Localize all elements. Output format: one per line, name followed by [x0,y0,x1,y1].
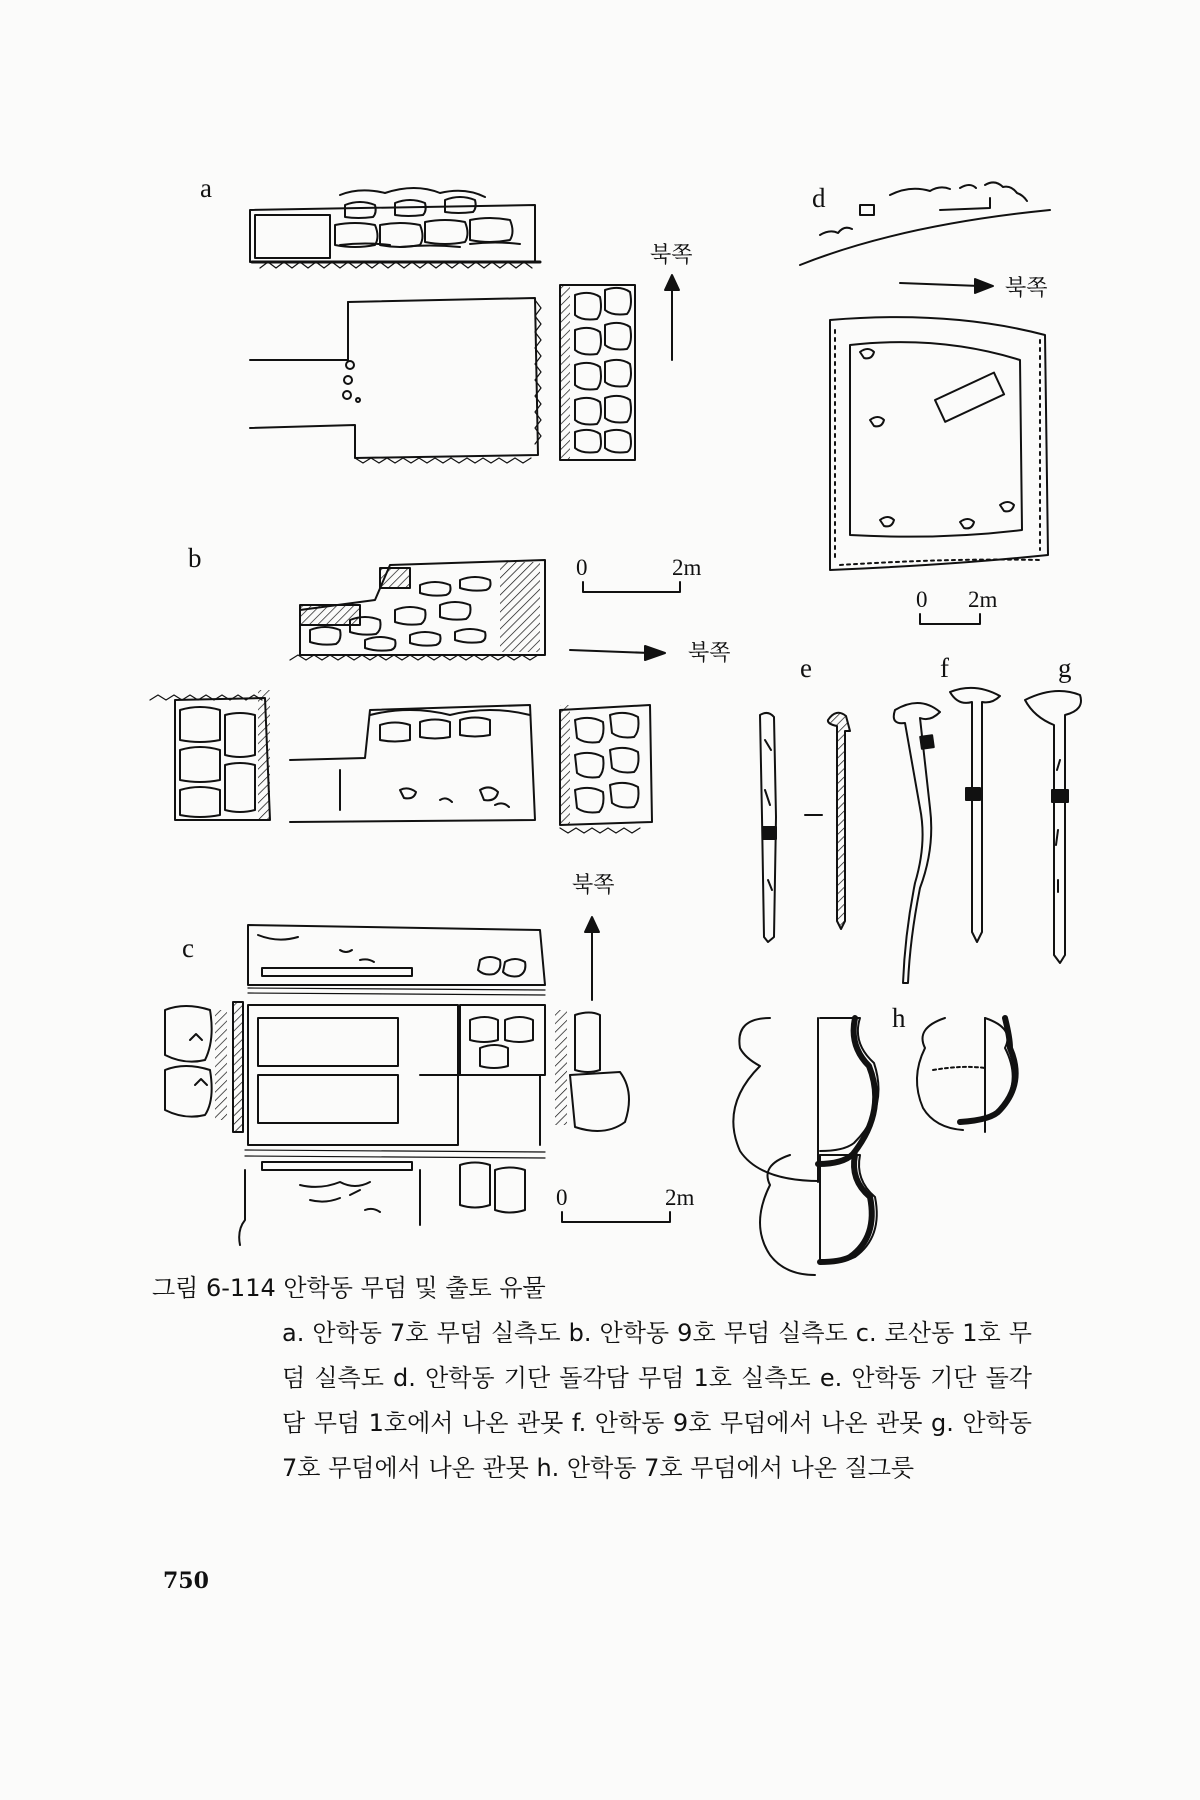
north-label-c: 북쪽 [572,873,615,898]
caption-body: a. 안학동 7호 무덤 실측도 b. 안학동 9호 무덤 실측도 c. 로산동 1호 무덤 실측도 d. 안학동 기단 돌각담 무덤 1호 실측도 e. 안학동 기단 돌각담 무덤 1호에서 나온 관못 f. 안학동 9호 무덤에서 나온 관못 g. 안학동 7호 무덤에서 나온 관못 h. 안학동 7호 무덤에서 나온 질그릇 [282,1319,1032,1482]
scale-b-max: 2m [672,555,702,580]
panel-label-d: d [812,183,826,213]
drawing-h-pottery [733,1018,1015,1275]
panel-label-b: b [188,543,202,573]
scale-c-zero: 0 [556,1185,568,1210]
north-label-d: 북쪽 [1005,276,1048,301]
scale-c-max: 2m [665,1185,695,1210]
scale-d-zero: 0 [916,587,928,612]
caption-title: 그림 6-114 안학동 무덤 및 출토 유물 [152,1274,546,1302]
drawing-c-tomb [165,917,670,1245]
panel-label-e: e [800,653,812,683]
drawing-a-tomb-plan [250,188,679,463]
drawing-b-tomb [150,560,680,833]
scale-b-zero: 0 [576,555,588,580]
scale-d-max: 2m [968,587,998,612]
panel-label-c: c [182,933,194,963]
panel-label-h: h [892,1003,906,1033]
north-label-b: 북쪽 [688,641,731,666]
figure-caption [152,1266,1032,1491]
panel-label-a: a [200,173,212,203]
north-label-a: 북쪽 [650,243,693,268]
page-number: 750 [163,1568,209,1594]
panel-label-f: f [940,653,949,683]
panel-label-g: g [1058,653,1072,683]
drawing-d-cairn-tomb [800,182,1050,624]
drawing-efg-coffin-nails [760,688,1081,983]
